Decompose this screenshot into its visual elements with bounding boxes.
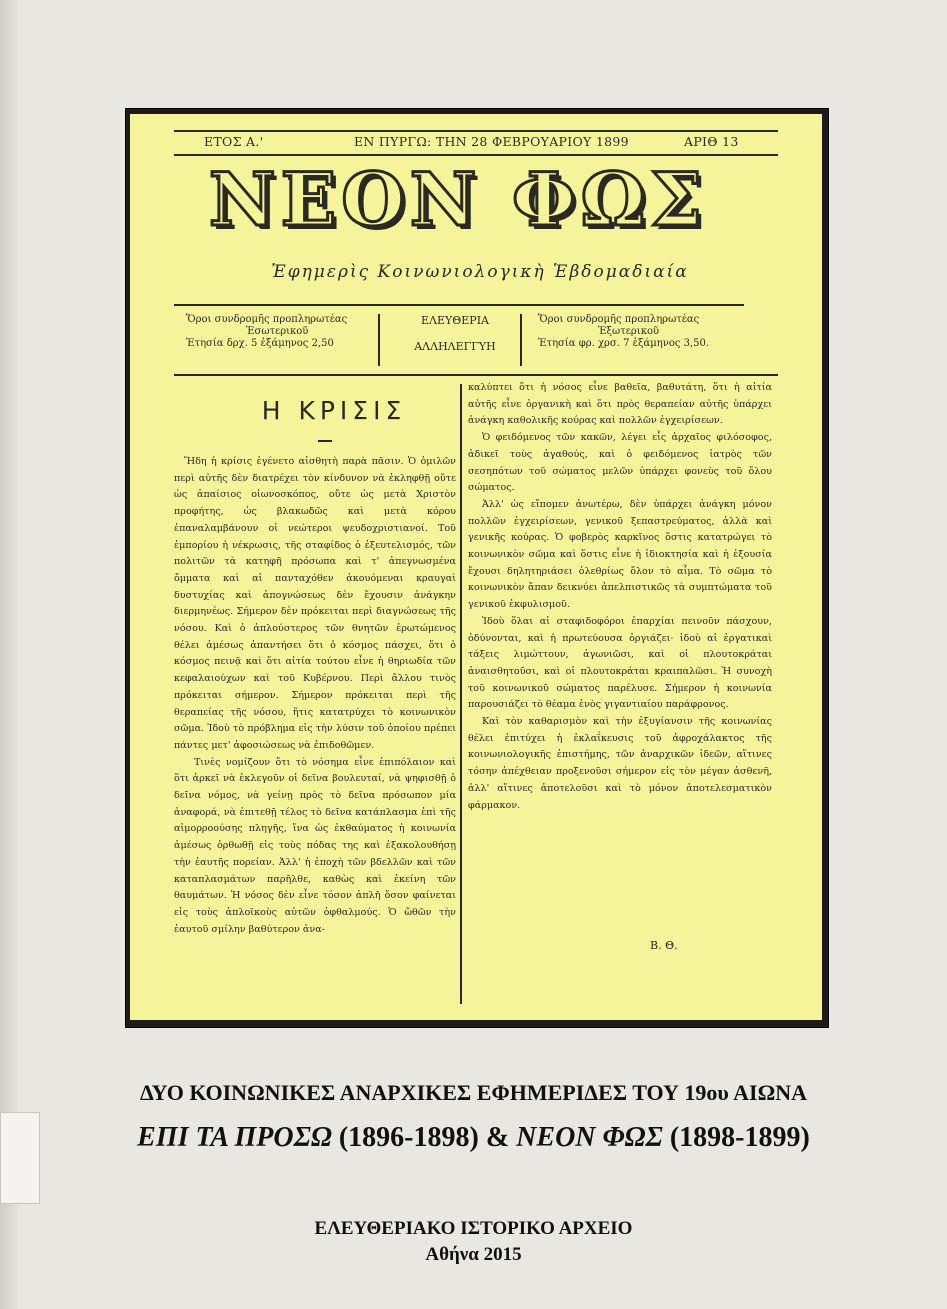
col2-paragraph-2: Ὁ φειδόμενος τῶν κακῶν, λέγει εἷς ἀρχαῖος φιλόσοφος, ἀδικεῖ τοὺς ἀγαθούς, καὶ ὁ φειδόμενος ἰατρὸς τῶν σεσηπότων τοῦ σώματος μελῶν ὑπάρχει φονεὺς τοῦ ὅλου σώματος. bbox=[468, 432, 772, 494]
subscription-abroad bbox=[538, 314, 748, 350]
subs-divider-2 bbox=[520, 314, 522, 366]
subscription-domestic bbox=[186, 314, 376, 350]
subs-left-line3: Ἐτησία δρχ. 5 ἑξάμηνος 2,50 bbox=[186, 338, 334, 349]
masthead-rule bbox=[174, 154, 778, 156]
place-date: ΕΝ ΠΥΡΓΩ: ΤΗΝ 28 ΦΕΒΡΟΥΑΡΙΟΥ 1899 bbox=[354, 134, 629, 149]
subs-top-rule bbox=[174, 304, 744, 306]
title-dash bbox=[318, 440, 332, 442]
subs-divider-1 bbox=[378, 314, 380, 366]
article-signature: Β. Θ. bbox=[650, 939, 678, 952]
publisher: ΕΛΕΥΘΕΡΙΑΚΟ ΙΣΤΟΡΙΚΟ ΑΡΧΕΙΟ bbox=[314, 1218, 633, 1239]
motto-liberty: ΕΛΕΥΘΕΡΙΑ bbox=[420, 314, 489, 327]
article-column-2 bbox=[468, 380, 772, 950]
article-column-1 bbox=[174, 454, 456, 1020]
cover-title-line1: ΔΥΟ ΚΟΙΝΩΝΙΚΕΣ ΑΝΑΡΧΙΚΕΣ ΕΦΗΜΕΡΙΔΕΣ ΤΟΥ 19ου ΑΙΩΝΑ bbox=[140, 1080, 807, 1105]
col1-paragraph-1: Ἤδη ἡ κρίσις ἐγένετο αἰσθητὴ παρὰ πᾶσιν. Ὁ ὁμιλῶν περὶ αὐτῆς δὲν διατρέχει τὸν κίνδυνον νὰ ἐκληφθῇ οὔτε ὡς ἀπαίσιος οἰωνοσκόπος, οὔτε ὡς μετὰ Χριστὸν προφήτης, ὡς βλακωδῶς καὶ μετὰ κόρου ἐπαναλαμβάνουν οἱ νεώτεροι ψευδοχριστιανοί. Τοῦ ἐμπορίου ἡ νέκρωσις, τῆς σταφίδος ὁ ἐξευτελισμός, τῶν πολιτῶν τὰ κατηφῆ πρόσωπα καὶ τ' ἀπεγνωσμένα ὄμματα καὶ αἱ πανταχόθεν ἀκουόμεναι κραυγαὶ δυστυχίας καὶ ἀπογνώσεως δὲν ἔχουσιν ἀνάγκην διερμηνέως. Σήμερον δὲν πρόκειται περὶ διαγνώσεως τῆς νόσου. Καὶ ὁ ἁπλούστερος τῶν θνητῶν ἐρωτώμενος θέλει ἀμέσως ἀπαντήσει ὅτι ὁ κόσμος πάσχει, ὅτι ὁ κόσμος πεινᾷ καὶ ὅτι αἰτία τούτου εἶνε ἡ θηριωδία τῶν κεφαλαιούχων καὶ τοῦ Κυβέρνου. Περὶ ἄλλου τινὸς πρόκειται σήμερον. Σήμερον πρόκειται περὶ τῆς θεραπείας τῆς νόσου, ἥτις κατατρύχει τὸ κοινωνικὸν σῶμα. Ἰδοὺ τὸ πρόβλημα εἰς τὴν λύσιν τοῦ ὁποίου πρέπει πάντες μετ' ἀφοσιώσεως νὰ ἐπιδοθῶμεν. bbox=[174, 456, 456, 751]
subs-left-line1: Ὅροι συνδρομῆς προπληρωτέας bbox=[186, 314, 348, 325]
top-rule bbox=[174, 130, 778, 132]
col2-paragraph-5: Καὶ τὸν καθαρισμὸν καὶ τὴν ἐξυγίανσιν τῆς κοινωνίας θέλει ἐπιτύχει ἡ ἐκλαΐκευσις τοῦ ἀφροχάλακτος τῆς κοινωνιολογικῆς ἐπιστήμης, τῶν ἀναρχικῶν ἰδεῶν, αἵτινες τόσην ἀπέχθειαν προξενοῦσι σήμερον εἰς τὸν μέγαν ἀσθενῆ, ἀλλ' αἵτινες ἀποτελοῦσι καὶ τὸ μόνον ἀποτελεσματικὸν φάρμακον. bbox=[468, 716, 772, 811]
ampersand: & bbox=[485, 1122, 510, 1153]
col2-paragraph-3: Ἀλλ' ὡς εἴπομεν ἀνωτέρω, δὲν ὑπάρχει ἀνάγκη μόνον πολλῶν ἐγχειρίσεων, γενικοῦ ξεπαστρεύματος, ἀλλὰ καὶ γενικῆς κούρας. Ὁ φοβερὸς καρκῖνος ὅστις κατατρώγει τὸ κοινωνικὸν σῶμα καὶ ὅστις εἶνε ἡ ἰδιοκτησία καὶ ἡ ἐξουσία ἔχουσι δηλητηριάσει ὀλεθρίως ὅλον τὸ αἷμα. Τὸ σῶμα τὸ κοινωνικὸν ἅπαν δεικνύει ἀπελπιστικῶς τὰ συμπτώματα τοῦ γενικοῦ ἐκφυλισμοῦ. bbox=[468, 498, 772, 611]
col2-paragraph-1: καλύπτει ὅτι ἡ νόσος εἶνε βαθεῖα, βαθυτάτη, ὅτι ἡ αἰτία αὐτῆς εἶνε ὀργανικὴ καὶ ὅτι πρὸς θεραπείαν αὐτῆς ὑπάρχει ἀνάγκη καθολικῆς κούρας καὶ πολλῶν ἐγχειρίσεων. bbox=[468, 382, 772, 427]
paper1-name: ΕΠΙ ΤΑ ΠΡΟΣΩ bbox=[137, 1122, 332, 1153]
col2-paragraph-4: Ἰδοὺ ὅλαι αἱ σταφιδοφόροι ἐπαρχίαι πεινοῦν πάσχουν, ὀδύνονται, καὶ ἡ πρωτεύουσα ὀργιάζει· ἰδοὺ αἱ ἐργατικαὶ τάξεις λιμώττουν, ἀγωνιῶσι, καὶ οἱ πλουτοκράται ἀναισθητοῦσι, καὶ οἱ πλουτοκράται κραιπαλῶσι. Ἡ συνοχὴ τοῦ κοινωνικοῦ σώματος παρέλυσε. Σήμερον ἡ κοινωνία παρουσιάζει τὸ θέαμα ἑνὸς γιγαντιαίου παράφρονος. bbox=[468, 615, 772, 711]
subs-right-line1: Ὅροι συνδρομῆς προπληρωτέας bbox=[538, 314, 700, 325]
place-year: Αθήνα 2015 bbox=[425, 1244, 522, 1265]
newspaper-page bbox=[130, 114, 822, 1020]
article-title: Η ΚΡΙΣΙΣ bbox=[261, 396, 407, 425]
paper2-years: (1898-1899) bbox=[669, 1122, 810, 1153]
subs-right-line3: Ἐτησία φρ. χρσ. 7 ἑξάμηνος 3,50. bbox=[538, 338, 710, 349]
issue-number: ΑΡΙΘ 13 bbox=[684, 134, 739, 149]
column-divider bbox=[460, 384, 462, 1004]
paper2-name: ΝΕΟΝ ΦΩΣ bbox=[516, 1122, 663, 1153]
subs-left-line2: Ἐσωτερικοῦ bbox=[246, 326, 309, 337]
motto-solidarity: ΑΛΛΗΛΕΓΓΥΗ bbox=[414, 340, 496, 353]
motto bbox=[400, 314, 510, 354]
col1-paragraph-2: Τινὲς νομίζουν ὅτι τὸ νόσημα εἶνε ἐπιπόλαιον καὶ ὅτι ἀρκεῖ νὰ ἐκλεγοῦν οἱ δεῖνα βουλευταί, νὰ ψηφισθῇ ὁ δεῖνα νόμος, νὰ γείνῃ πρὸς τὸ δεῖνα πρόσωπον μία ἀναφορά, νὰ ἐπιτεθῇ τέλος τὸ δεῖνα κατάπλασμα ἐπὶ τῆς αἱμορροούσης πληγῆς, ἵνα ὡς ἐκθαύματος ἡ κοινωνία ἀμέσως ὀρθωθῇ εἰς τοὺς πόδας της καὶ ἐξακολουθήσῃ τὴν ἑαυτῆς πορείαν. Ἀλλ' ἡ ἐποχὴ τῶν βδελλῶν καὶ τῶν καταπλασμάτων παρῆλθε, καθὼς καὶ ἐκείνη τῶν θαυμάτων. Ἡ νόσος δὲν εἶνε τόσον ἁπλῆ ὅσον φαίνεται εἰς τοὺς ἀπλοϊκοὺς αὐτῶν ὀφθαλμούς. Ὁ ὤθῶν τὴν ἑαυτοῦ σμίλην βαθύτερον ἀνα- bbox=[174, 756, 456, 935]
subs-bottom-rule bbox=[174, 374, 778, 376]
newspaper-name: ΝΕΟΝ ΦΩΣ bbox=[208, 157, 708, 243]
issue-year: ΕΤΟΣ Α.' bbox=[204, 134, 264, 149]
paper1-years: (1896-1898) bbox=[338, 1122, 479, 1153]
nameplate bbox=[178, 158, 738, 242]
newspaper-subtitle: Ἐφημερὶς Κοινωνιολογικὴ Ἑβδομαδιαία bbox=[271, 262, 689, 282]
subs-right-line2: Ἐξωτερικοῦ bbox=[598, 326, 660, 337]
cover-title-line2 bbox=[0, 1122, 947, 1154]
